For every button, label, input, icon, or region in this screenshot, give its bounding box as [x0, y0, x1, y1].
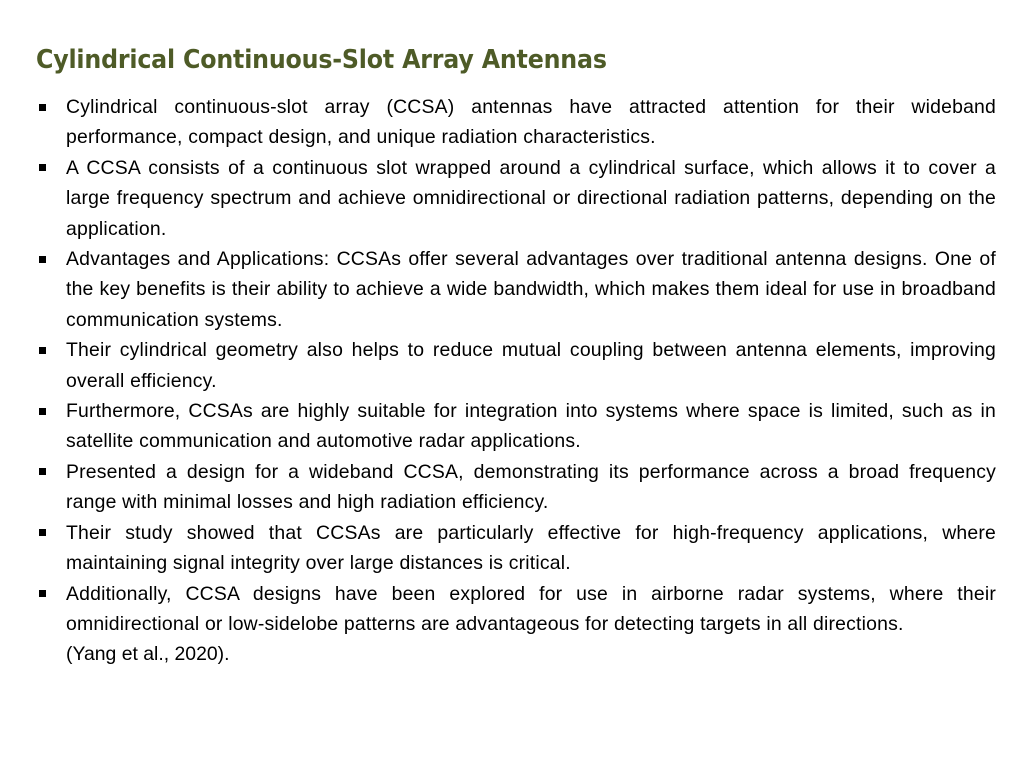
bullet-list-item [36, 335, 996, 396]
bullet-text: Their study showed that CCSAs are particularly effective for high-frequency applications, where maintaining signal integrity over large distances is critical. [66, 521, 996, 575]
bullet-text: Cylindrical continuous-slot array (CCSA) antennas have attracted attention for their wideband performance, compact design, and unique radiation characteristics. [66, 96, 996, 149]
bullet-text: Presented a design for a wideband CCSA, demonstrating its performance across a broad frequency range with minimal losses and high radiation efficiency. [66, 460, 996, 514]
bullet-text: Their cylindrical geometry also helps to reduce mutual coupling between antenna elements, improving overall efficiency. [66, 339, 996, 392]
bullet-text: Furthermore, CCSAs are highly suitable for integration into systems where space is limited, such as in satellite communication and automotive radar applications. [66, 400, 996, 453]
square-bullet-icon [39, 408, 46, 415]
slide-title: Cylindrical Continuous-Slot Array Antennas [36, 45, 607, 76]
square-bullet-icon [39, 104, 46, 111]
square-bullet-icon [39, 256, 46, 263]
square-bullet-icon [39, 590, 46, 597]
bullet-list-item [36, 518, 996, 579]
square-bullet-icon [39, 529, 46, 536]
bullet-list-item [36, 579, 996, 640]
slide-body [36, 92, 996, 670]
bullet-text: Additionally, CCSA designs have been explored for use in airborne radar systems, where their omnidirectional or low-sidelobe patterns are advantageous for detecting targets in all directions. [66, 582, 996, 635]
bullet-list-item [36, 457, 996, 518]
bullet-list-item [36, 92, 996, 153]
bullet-list-item [36, 153, 996, 244]
bullet-list-item [36, 396, 996, 457]
bullet-text: Advantages and Applications: CCSAs offer several advantages over traditional antenna designs. One of the key benefits is their ability to achieve a wide bandwidth, which makes them ideal for use in broadband communication systems. [66, 248, 996, 331]
citation-line: (Yang et al., 2020). [66, 643, 230, 666]
square-bullet-icon [39, 468, 46, 475]
bullet-list-item [36, 244, 996, 335]
bullet-text: A CCSA consists of a continuous slot wrapped around a cylindrical surface, which allows it to cover a large frequency spectrum and achieve omnidirectional or directional radiation patterns, depending on the application. [66, 156, 996, 240]
square-bullet-icon [39, 347, 46, 354]
square-bullet-icon [39, 164, 46, 171]
